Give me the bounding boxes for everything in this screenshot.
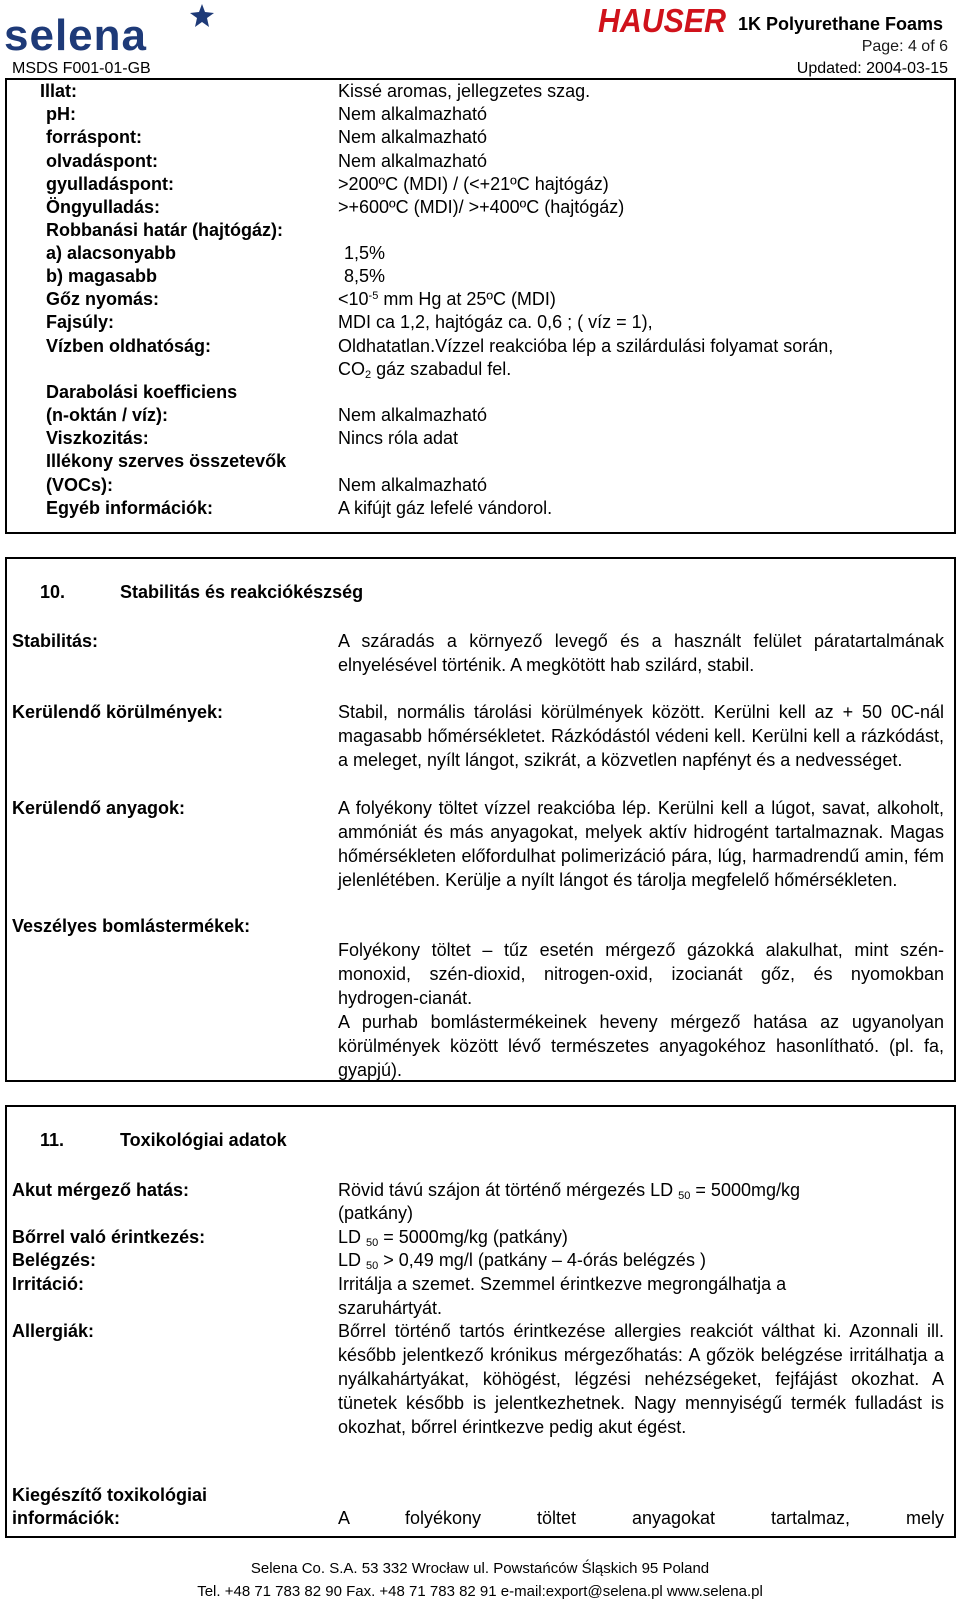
illat-label: Illat: (40, 81, 78, 101)
vizben-label: Vízben oldhatóság: (46, 336, 212, 356)
voc-label-2: (VOCs): (46, 475, 113, 495)
egyeb-value: A kifújt gáz lefelé vándorol. (338, 498, 553, 518)
kerulendo-anyagok-label: Kerülendő anyagok: (12, 798, 186, 818)
section-10-number: 10. (40, 582, 66, 602)
akut-text: Rövid távú szájon át történő mérgezés LD $_{50}$ = 5000mg/kg (338, 1180, 800, 1202)
akut-text-2: (patkány) (338, 1203, 414, 1223)
star-icon (190, 4, 214, 27)
allergiak-text: Bőrrel történő tartós érintkezése allergies reakciót válthat ki. Azonnali ill. később jelentkező krónikus mérgezőhatás: A gőzök belégzése irritálhatja a nyálkahártyákat, köhögést, légzési nehézségeket, fejfájást okozhat. A tünetek később is jelentkezhetnek. Nagy mennyiségű termék fulladást is okozhat, bőrrel érintkezve pedig akut égést. (338, 1321, 944, 1437)
forraspont-value: Nem alkalmazható (338, 127, 488, 147)
kerulendo-korulmenyek-text: Stabil, normális tárolási körülmények között. Kerülni kell az + 50 0C-nál magasabb hőmérsékletet. Rázkódástól védeni kell. Kerülni kell a rázkódást, a meleget, nyílt lángot, szikrát, a közvetlen napfényt és a nedvességet. (338, 702, 944, 770)
fajsuly-value: MDI ca 1,2, hajtógáz ca. 0,6 ; ( víz = 1), (338, 312, 653, 332)
also-label: a) alacsonyabb (46, 243, 177, 263)
irritacio-text: Irritálja a szemet. Szemmel érintkezve megrongálhatja a szaruhártyát. (338, 1274, 787, 1318)
viszkozitas-value: Nincs róla adat (338, 428, 459, 448)
goz-label: Gőz nyomás: (46, 289, 160, 309)
veszelyes-label: Veszélyes bomlástermékek: (12, 916, 251, 936)
section-10-title: Stabilitás és reakciókészség (120, 582, 364, 602)
olvadaspont-value: Nem alkalmazható (338, 151, 488, 171)
borrel-label: Bőrrel való érintkezés: (12, 1227, 206, 1247)
felso-value: 8,5% (344, 266, 386, 286)
selena-logo-text: selena (4, 11, 147, 57)
document-id: MSDS F001-01-GB (12, 60, 151, 77)
kiegeszito-label-2: információk: (12, 1508, 121, 1528)
kiegeszito-text: A folyékony töltet anyagokat tartalmaz, mely (338, 1508, 944, 1528)
kerulendo-anyagok-text: A folyékony töltet vízzel reakcióba lép. Kerülni kell a lúgot, savat, alkoholt, ammóniát és más anyagokat, melyek aktív hidrogént tartalmaznak. Magas hőmérsékleten előfordulhat polimerizáció pára, lúg, harmadrendű amin, fém jelenlétében. Kerülje a nyílt lángot és tárolja megfelelő hőmérsékleten. (338, 798, 944, 890)
stabilitas-text: A száradás a környező levegő és a használt felület páratartalmának elnyelésével történik. A megkötött hab szilárd, stabil. (338, 631, 944, 675)
ph-label: pH: (46, 104, 76, 124)
kiegeszito-label-1: Kiegészítő toxikológiai (12, 1485, 208, 1505)
darabolasi-value: Nem alkalmazható (338, 405, 488, 425)
goz-value: $<10^{-5}$ mm Hg at 25ºC (MDI) (338, 289, 556, 309)
selena-logo (2, 2, 217, 57)
section-11-title: Toxikológiai adatok (120, 1130, 287, 1150)
stabilitas-label: Stabilitás: (12, 631, 99, 651)
ongyulladas-value: >+600ºC (MDI)/ >+400ºC (hajtógáz) (338, 197, 625, 217)
kerulendo-korulmenyek-label: Kerülendő körülmények: (12, 702, 224, 722)
felso-label: b) magasabb (46, 266, 158, 286)
darabolasi-label-1: Darabolási koefficiens (46, 382, 238, 402)
gyulladaspont-label: gyulladáspont: (46, 174, 175, 194)
product-title: 1K Polyurethane Foams (738, 14, 944, 34)
hauser-logo (598, 2, 732, 38)
voc-value: Nem alkalmazható (338, 475, 488, 495)
fajsuly-label: Fajsúly: (46, 312, 115, 332)
belegzes-label: Belégzés: (12, 1250, 97, 1270)
veszelyes-text-2: A purhab bomlástermékeinek heveny mérgező hatása az ugyanolyan körülmények között lévő természetes anyagokéhoz hasonlítható. (pl. fa, gyapjú). (338, 1012, 944, 1080)
gyulladaspont-value: >200ºC (MDI) / (<+21ºC hajtógáz) (338, 174, 609, 194)
darabolasi-label-2: (n-oktán / víz): (46, 405, 168, 425)
allergiak-label: Allergiák: (12, 1321, 95, 1341)
ph-value: Nem alkalmazható (338, 104, 488, 124)
hauser-logo-text: HAUSER (598, 2, 727, 38)
footer-contact: Tel. +48 71 783 82 90 Fax. +48 71 783 82 91 e-mail:export@selena.pl www.selena.pl (197, 1583, 763, 1600)
irritacio-label: Irritáció: (12, 1274, 85, 1294)
borrel-text: LD $_{50}$ = 5000mg/kg (patkány) (338, 1227, 568, 1249)
section-11-number: 11. (40, 1130, 65, 1150)
illat-value: Kissé aromas, jellegzetes szag. (338, 81, 591, 101)
vizben-value-2: $CO_2$ gáz szabadul fel. (338, 359, 512, 381)
robbanasi-label: Robbanási határ (hajtógáz): (46, 220, 284, 240)
belegzes-text: LD $_{50}$ > 0,49 mg/l (patkány – 4-órás belégzés ) (338, 1250, 706, 1272)
voc-label-1: Illékony szerves összetevők (46, 451, 287, 471)
viszkozitas-label: Viszkozitás: (46, 428, 149, 448)
updated-date: Updated: 2004-03-15 (796, 60, 948, 77)
forraspont-label: forráspont: (46, 127, 142, 147)
vizben-value: Oldhatatlan.Vízzel reakcióba lép a szilárdulási folyamat során, (338, 336, 834, 356)
also-value: 1,5% (344, 243, 386, 263)
akut-label: Akut mérgező hatás: (12, 1180, 190, 1200)
veszelyes-text-1: Folyékony töltet – tűz esetén mérgező gázokká alakulhat, mint szén-monoxid, szén-dioxid, nitrogen-oxid, izocianát gőz, és nyomokban hydrogen-cianát. (338, 940, 944, 1008)
ongyulladas-label: Öngyulladás: (46, 197, 161, 217)
olvadaspont-label: olvadáspont: (46, 151, 159, 171)
egyeb-label: Egyéb információk: (46, 498, 214, 518)
page-number: Page: 4 of 6 (861, 38, 948, 55)
footer-address: Selena Co. S.A. 53 332 Wrocław ul. Powstańców Śląskich 95 Poland (250, 1560, 710, 1577)
